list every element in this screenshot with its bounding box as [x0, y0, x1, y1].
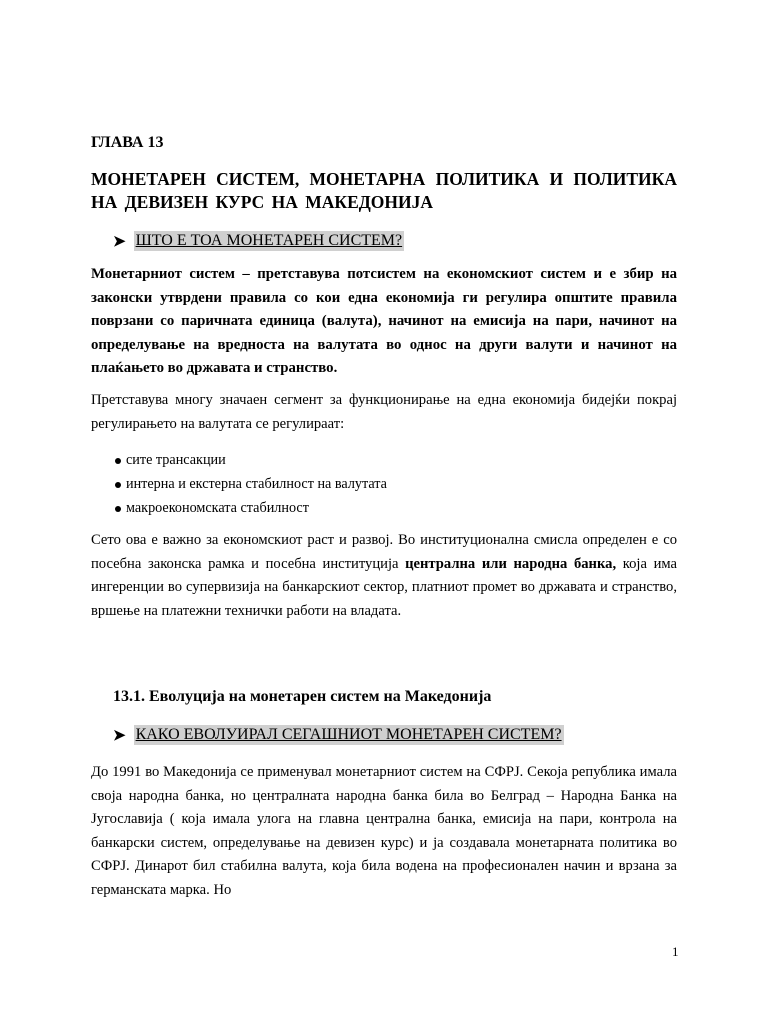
page-number: 1 [672, 944, 679, 959]
institution-text-start: Сето ова е важно за економскиот раст и развој. Во институционална смисла определен е со посебна законска рамка и посебна институција [91, 532, 677, 572]
institution-paragraph [91, 529, 677, 623]
list-item [91, 496, 677, 520]
section-heading: 13.1. Еволуција на монетарен систем на Македонија [113, 688, 492, 705]
list-item [91, 472, 677, 496]
question-heading-1 [113, 230, 404, 252]
chapter-title [91, 168, 677, 214]
chapter-title-line-2: НА ДЕВИЗЕН КУРС НА МАКЕДОНИЈА [91, 192, 434, 212]
bullet-list [91, 448, 677, 520]
question-heading-2 [113, 724, 564, 746]
chapter-label: ГЛАВА 13 [91, 134, 164, 151]
central-bank-term: централна или народна банка, [405, 555, 617, 572]
list-item-text: интерна и екстерна стабилност на валутата [126, 476, 387, 492]
bullet-dot-icon [115, 482, 121, 488]
bullet-dot-icon [115, 506, 121, 512]
history-paragraph: До 1991 во Македонија се применувал монетарниот систем на СФРЈ. Секоја република имала своја народна банка, но централната народна банка била во Белград – Народна Банка на Југославија ( која имала улога на главна централна банка, емисија на пари, контрола на банкарски систем, определување на девизен курс) и ја создавала монетарната политика во СФРЈ. Динарот бил стабилна валута, која била водена на професионален начин и врзана за германската марка. Но [91, 764, 677, 898]
definition-paragraph: Монетарниот систем – претставува потсистем на економскиот систем и е збир на законски утврдени правила со кои една економија ги регулира општите правила поврзани со паричната единица (валута), начинот на емисија на пари, начинот на определување на вредноста на валутата во однос на други валути и начинот на плаќањето во државата и странство. [91, 266, 677, 376]
list-item [91, 448, 677, 472]
question-text-1: ШТО Е ТОА МОНЕТАРЕН СИСТЕМ? [135, 232, 403, 249]
institution-text-end: која има ингеренции во супервизија на банкарскиот сектор, платниот промет во државата и странство, вршење на платежни технички работи на владата. [91, 555, 677, 619]
list-item-text: макроекономската стабилност [126, 500, 309, 516]
bullet-dot-icon [115, 458, 121, 464]
question-text-2: КАКО ЕВОЛУИРАЛ СЕГАШНИОТ МОНЕТАРЕН СИСТЕМ? [135, 726, 562, 743]
chapter-title-line-1: МОНЕТАРЕН СИСТЕМ, МОНЕТАРНА ПОЛИТИКА И ПОЛИТИКА [91, 169, 677, 189]
arrow-bullet-icon: ➤ [113, 727, 126, 744]
arrow-bullet-icon: ➤ [113, 233, 126, 250]
intro-paragraph: Претставува многу значаен сегмент за функционирање на една економија бидејќи покрај регулирањето на валутата се регулираат: [91, 392, 677, 432]
list-item-text: сите трансакции [126, 452, 226, 468]
